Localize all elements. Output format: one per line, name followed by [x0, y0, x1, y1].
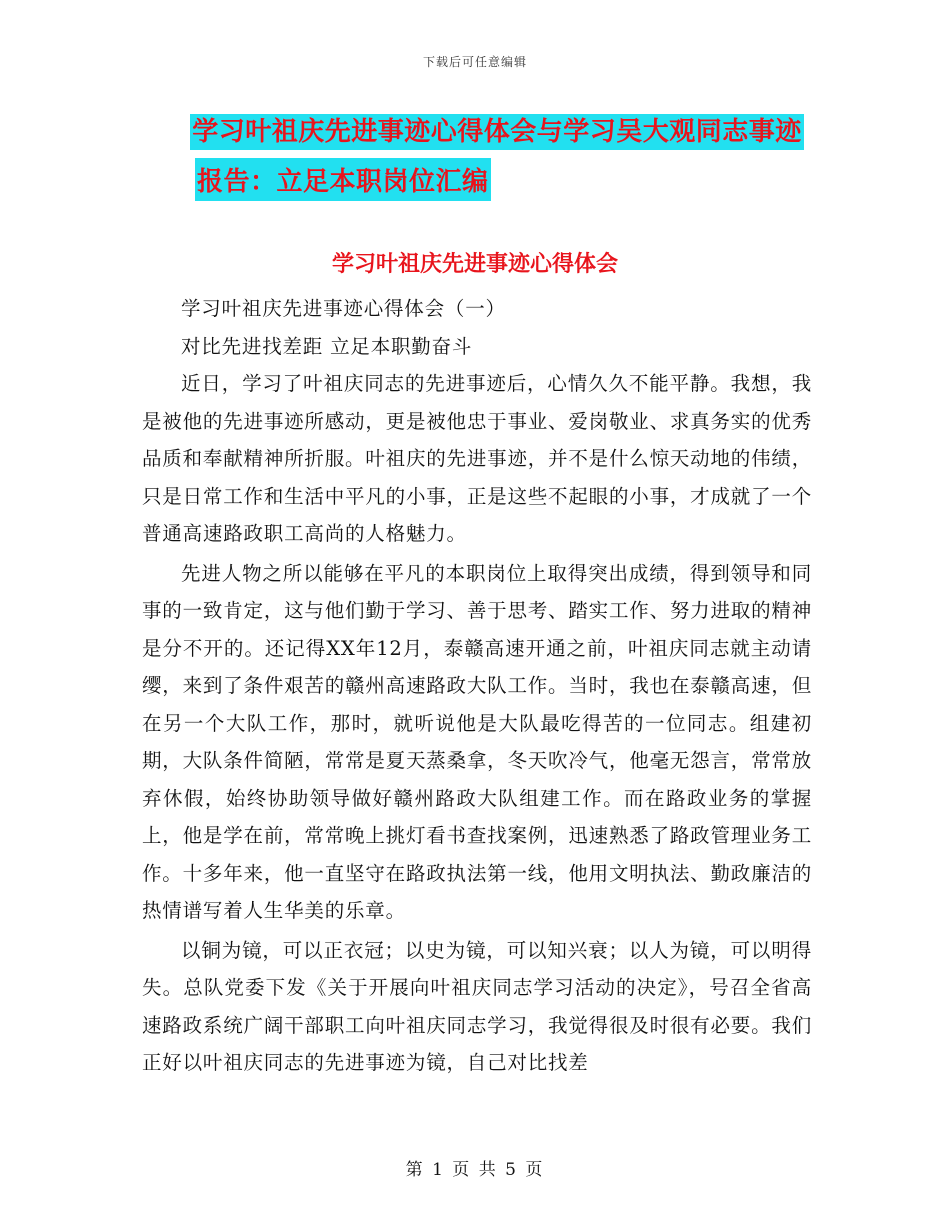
document-body [142, 290, 812, 1082]
body-paragraph: 以铜为镜，可以正衣冠；以史为镜，可以知兴衰；以人为镜，可以明得失。总队党委下发《关于开展向叶祖庆同志学习活动的决定》，号召全省高速路政系统广阔干部职工向叶祖庆同志学习，我觉得很及时很有必要。我们正好以叶祖庆同志的先进事迹为镜，自己对比找差 [142, 938, 812, 1074]
body-paragraph: 近日，学习了叶祖庆同志的先进事迹后，心情久久不能平静。我想，我是被他的先进事迹所感动，更是被他忠于事业、爱岗敬业、求真务实的优秀品质和奉献精神所折服。叶祖庆的先进事迹，并不是什么惊天动地的伟绩，只是日常工作和生活中平凡的小事，正是这些不起眼的小事，才成就了一个普通高速路政职工高尚的人格魅力。 [142, 372, 812, 545]
subheading-part-one: 学习叶祖庆先进事迹心得体会（一） [181, 297, 506, 320]
document-title-text-2: 报告：立足本职岗位汇编 [195, 158, 491, 201]
subheading-slogan: 对比先进找差距 立足本职勤奋斗 [181, 334, 473, 358]
header-note: 下载后可任意编辑 [422, 55, 527, 69]
body-paragraph: 先进人物之所以能够在平凡的本职岗位上取得突出成绩，得到领导和同事的一致肯定，这与他们勤于学习、善于思考、踏实工作、努力进取的精神是分不开的。还记得XX年12月，泰赣高速开通之前，叶祖庆同志就主动请缨，来到了条件艰苦的赣州高速路政大队工作。当时，我也在泰赣高速，但在另一个大队工作，那时，就听说他是大队最吃得苦的一位同志。组建初期，大队条件简陋，常常是夏天蒸桑拿，冬天吹冷气，他毫无怨言，常常放弃休假，始终协助领导做好赣州路政大队组建工作。而在路政业务的掌握上，他是学在前，常常晚上挑灯看书查找案例，迅速熟悉了路政管理业务工作。十多年来，他一直坚守在路政执法第一线，他用文明执法、勤政廉洁的热情谱写着人生华美的乐章。 [142, 561, 812, 922]
section-title: 学习叶祖庆先进事迹心得体会 [331, 252, 618, 277]
document-title-line-1 [22, 111, 950, 148]
document-title-text-1: 学习叶祖庆先进事迹心得体会与学习吴大观同志事迹 [190, 114, 804, 150]
page-number-footer: 第 1 页 共 5 页 [405, 1160, 545, 1180]
